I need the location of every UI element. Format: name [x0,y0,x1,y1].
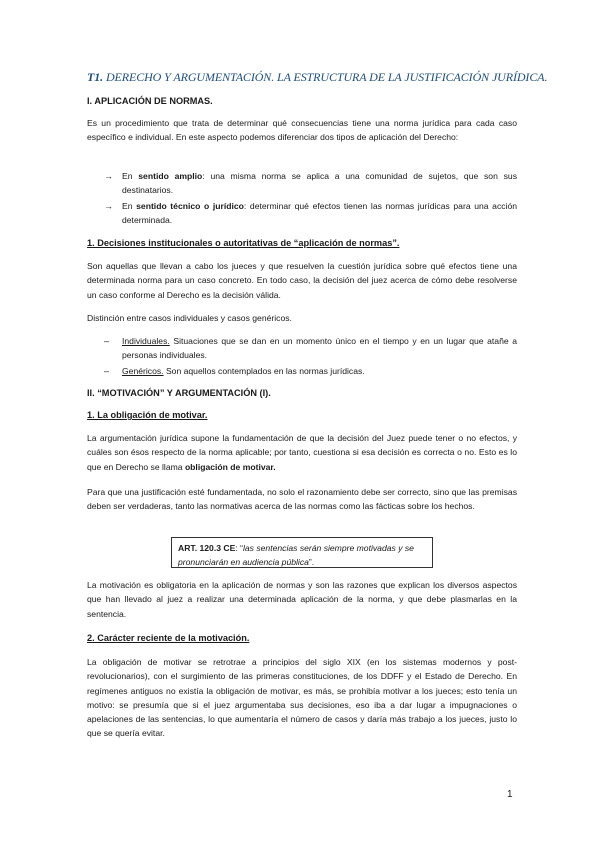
subsection-2-1-paragraph: La argumentación jurídica supone la fundamentación de que la decisión del Juez puede tener o no efectos, y cuáles son ésos respecto de la norma aplicable; por tanto, cuestiona si esa decisión es correcta o no. Esto es lo que en Derecho se llama obligación de motivar. [87,433,517,472]
case-term: Individuales. [122,336,170,346]
article-quote-box: ART. 120.3 CE: “las sentencias serán siempre motivadas y se pronunciarán en audiencia pública”. [171,537,433,568]
cases-intro: Distinción entre casos individuales y casos genéricos. [87,313,292,323]
case-item: – Genéricos. Son aquellos contemplados en las normas jurídicas. [122,364,517,378]
bullet-term: sentido técnico o jurídico [136,201,244,211]
title-text: DERECHO Y ARGUMENTACIÓN. LA ESTRUCTURA DE LA JUSTIFICACIÓN JURÍDICA. [105,70,548,84]
motivation-paragraph: La motivación es obligatoria en la aplicación de normas y son las razones que explican los diversos aspectos que han llevado al juez a realizar una determinada aplicación de la norma, y que debe plasmarlas en la sentencia. [87,580,517,619]
subsection-1-1-paragraph: Son aquellas que llevan a cabo los jueces y que resuelven la cuestión jurídica sobre qué efectos tiene una determinada norma para un caso concreto. En todo caso, la decisión del juez acerca de cómo debe resolverse un caso conforme al Derecho es la decisión válida. [87,261,517,300]
section-1-heading: I. APLICACIÓN DE NORMAS. [87,96,213,106]
section-2-heading: II. “MOTIVACIÓN” Y ARGUMENTACIÓN (I). [87,388,271,398]
arrow-icon: → [104,201,113,211]
subsection-2-1-heading: 1. La obligación de motivar. [87,410,208,420]
page-number: 1 [507,789,513,800]
bullet-item: → En sentido amplio: una misma norma se aplica a una comunidad de sujetos, que son sus destinatarios. [104,171,518,196]
subsection-1-1-heading: 1. Decisiones institucionales o autoritativas de “aplicación de normas”. [87,238,400,248]
history-paragraph: La obligación de motivar se retrotrae a principios del siglo XIX (en los sistemas modernos y post-revolucionarios), con el surgimiento de las primeras constituciones, de los DDFF y el Estado de Derecho. En regímenes antiguos no existía la obligación de motivar, es más, se prohibía motivar a los jueces; esto tenía un motivo: se presumía que si el juez argumentaba sus decisiones, eso iba a dar lugar a impugnaciones o apelaciones de las sentencias, lo que aumentaría el número de casos y daría más trabajo a los jueces, justo lo que se quería evitar. [87,657,517,739]
bullet-term: sentido amplio [138,171,203,181]
obligation-term: obligación de motivar. [184,461,276,472]
justification-paragraph: Para que una justificación esté fundamentada, no solo el razonamiento debe ser correcto, sino que las premisas deben ser verdaderas, tanto las normativas acerca de las normas como las fácticas sobre los hechos. [87,487,517,512]
dash-icon: – [104,336,110,346]
bullet-item: → En sentido técnico o jurídico: determinar qué efectos tienen las normas jurídicas para una acción determinada. [104,201,518,226]
article-label: ART. 120.3 CE [178,543,236,553]
arrow-icon: → [104,171,113,181]
case-term: Genéricos. [122,366,164,376]
subsection-2-2-heading: 2. Carácter reciente de la motivación. [87,633,250,643]
section-1-intro: Es un procedimiento que trata de determinar qué consecuencias tiene una norma jurídica para cada caso específico e individual. En este aspecto podemos diferenciar dos tipos de aplicación del Derecho: [87,118,517,143]
document-title [87,70,547,85]
case-item: – Individuales. Situaciones que se dan en un momento único en el tiempo y en un lugar que atañe a personas individuales. [104,336,517,361]
dash-icon: – [104,366,110,376]
title-number: T1. [87,70,104,84]
article-quote: las sentencias serán siempre motivadas y se pronunciarán en audiencia pública [178,543,414,567]
